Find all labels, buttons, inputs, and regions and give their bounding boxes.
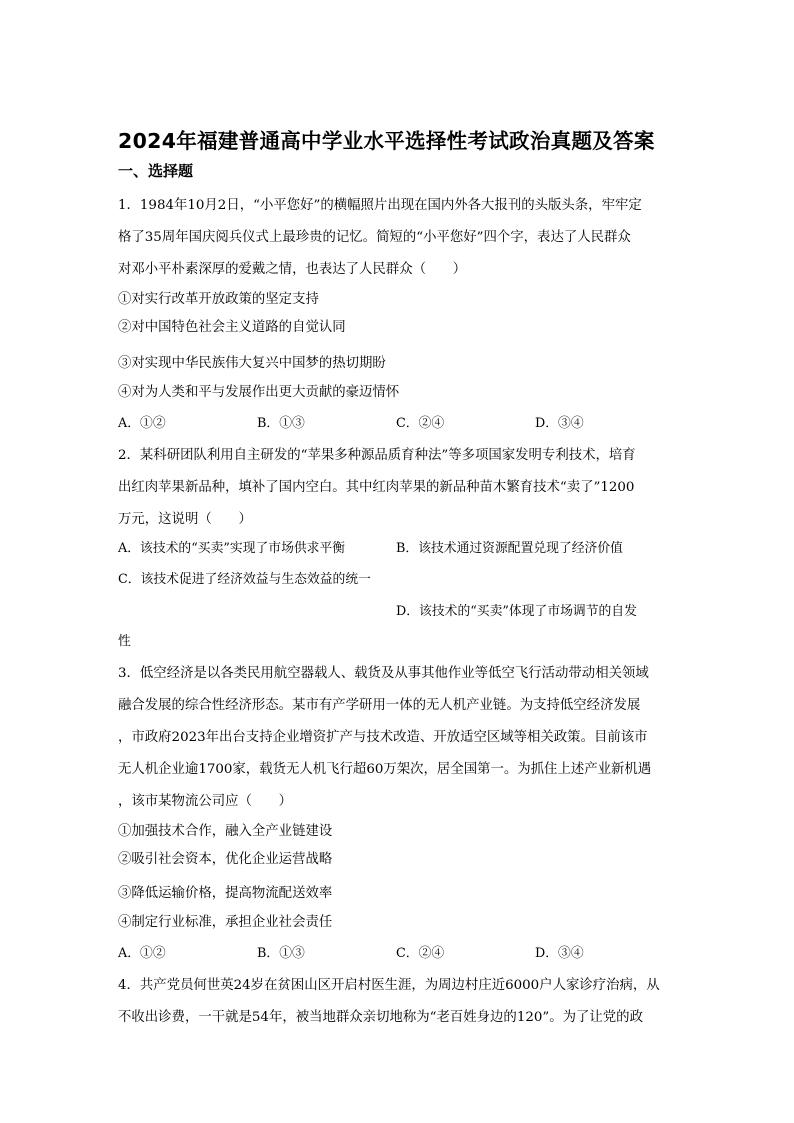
q2-stem-line-3: 万元，这说明（ ） <box>118 512 252 527</box>
section-heading: 一、选择题 <box>118 162 194 180</box>
q2-option-a: A．该技术的“买卖”实现了市场供求平衡 <box>118 541 346 556</box>
q1-stem-line-2: 格了35周年国庆阅兵仪式上最珍贵的记忆。简短的“小平您好”四个字，表达了人民群众 <box>118 230 631 245</box>
q3-option-c: C．②④ <box>396 946 445 961</box>
q3-stem-line-4: 无人机企业逾1700家，载货无人机飞行超60万架次，居全国第一。为抓住上述产业新机遇 <box>118 762 652 777</box>
q3-stem-line-3: ，市政府2023年出台支持企业增资扩产与技术改造、开放适空区域等相关政策。目前该市 <box>118 730 648 745</box>
q3-option-a: A．①② <box>118 946 166 961</box>
q3-stem-line-5: ，该市某物流公司应（ ） <box>118 794 293 809</box>
q3-stem-line-1: 3．低空经济是以各类民用航空器载人、载货及从事其他作业等低空飞行活动带动相关领域 <box>118 666 649 681</box>
q1-stem-line-1: 1．1984年10月2日，“小平您好”的横幅照片出现在国内外各大报刊的头版头条，牢牢定 <box>118 198 642 213</box>
q1-option-c: C．②④ <box>396 416 445 431</box>
q1-option-b: B．①③ <box>257 416 305 431</box>
q3-statement-4: ④制定行业标准，承担企业社会责任 <box>118 915 333 930</box>
q4-stem-line-2: 不收出诊费，一干就是54年，被当地群众亲切地称为“老百姓身边的120”。为了让党的政 <box>118 1010 643 1025</box>
q4-stem-line-1: 4．共产党员何世英24岁在贫困山区开启村医生涯，为周边村庄近6000户人家诊疗治病，从 <box>118 978 660 993</box>
q1-statement-4: ④对为人类和平与发展作出更大贡献的豪迈情怀 <box>118 385 400 400</box>
q2-option-c: C．该技术促进了经济效益与生态效益的统一 <box>118 572 371 587</box>
q1-stem-line-3: 对邓小平朴素深厚的爱戴之情，也表达了人民群众（ ） <box>118 262 467 277</box>
q1-statement-2: ②对中国特色社会主义道路的自觉认同 <box>118 320 346 335</box>
document-title: 2024年福建普通高中学业水平选择性考试政治真题及答案 <box>118 129 655 153</box>
q2-option-b: B．该技术通过资源配置兑现了经济价值 <box>396 541 623 556</box>
q3-option-d: D．③④ <box>535 946 584 961</box>
q2-option-d: D．该技术的“买卖”体现了市场调节的自发 <box>396 604 637 619</box>
q3-statement-3: ③降低运输价格，提高物流配送效率 <box>118 886 333 901</box>
q2-option-d-continued: 性 <box>118 634 131 649</box>
q3-statement-2: ②吸引社会资本，优化企业运营战略 <box>118 852 333 867</box>
q3-statement-1: ①加强技术合作，融入全产业链建设 <box>118 824 333 839</box>
q1-statement-1: ①对实行改革开放政策的坚定支持 <box>118 292 319 307</box>
q1-statement-3: ③对实现中华民族伟大复兴中国梦的热切期盼 <box>118 356 386 371</box>
q3-option-b: B．①③ <box>257 946 305 961</box>
q1-option-d: D．③④ <box>535 416 584 431</box>
q2-stem-line-2: 出红肉苹果新品种，填补了国内空白。其中红肉苹果的新品种苗木繁育技术“卖了”1200 <box>118 480 635 495</box>
q2-stem-line-1: 2．某科研团队利用自主研发的“苹果多种源品质育种法”等多项国家发明专利技术，培育 <box>118 448 636 463</box>
q1-option-a: A．①② <box>118 416 166 431</box>
q3-stem-line-2: 融合发展的综合性经济形态。某市有产学研用一体的无人机产业链。为支持低空经济发展 <box>118 698 641 713</box>
